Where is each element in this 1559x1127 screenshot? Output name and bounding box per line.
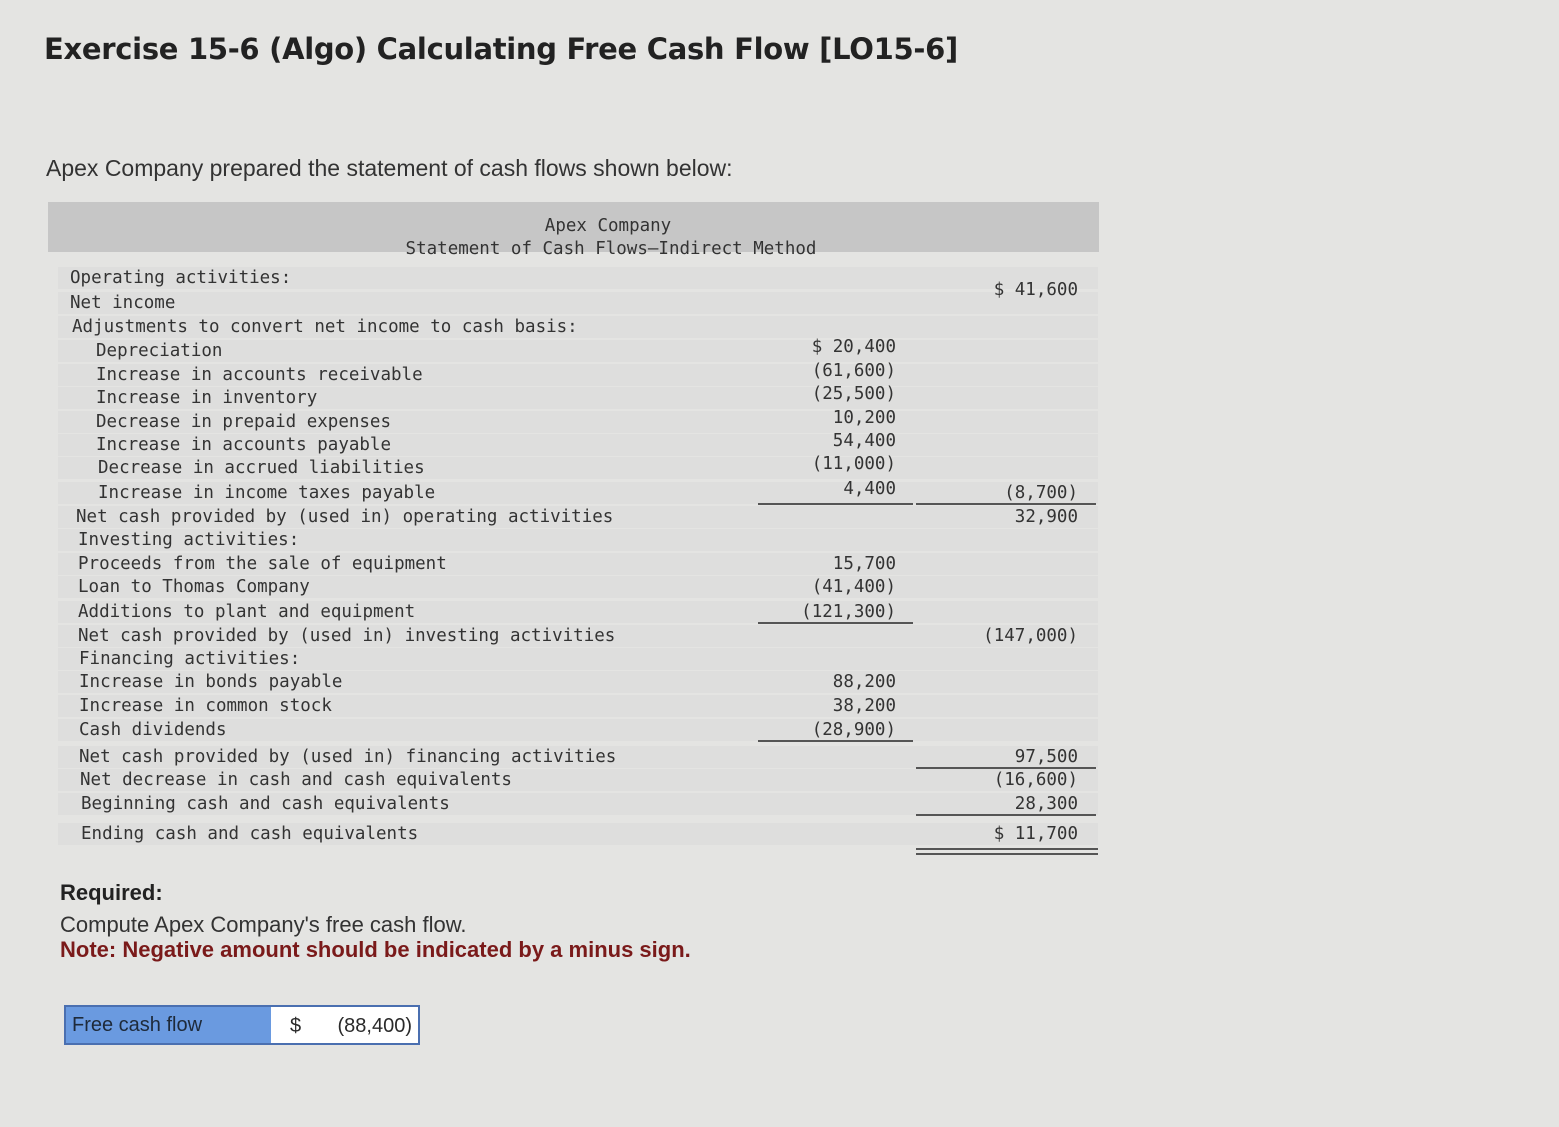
statement-header [48,202,1099,259]
statement-row-label: Net cash provided by (used in) operating activities [76,507,614,527]
statement-row-label: Investing activities: [78,530,300,550]
statement-row-label: Depreciation [96,341,223,361]
statement-row-label: Increase in bonds payable [79,672,343,692]
statement-row-label: Net cash provided by (used in) investing activities [78,626,616,646]
statement-row-label: Adjustments to convert net income to cash basis: [72,317,578,337]
statement-row-label: Net cash provided by (used in) financing activities [79,747,617,767]
statement-row-amount: (121,300) [801,602,896,622]
subtotal-underline [758,740,913,742]
company-name: Apex Company [544,216,672,236]
statement-row-amount: 88,200 [832,672,896,692]
required-heading: Required: [60,880,163,905]
statement-row-label: Decrease in accrued liabilities [98,458,425,478]
required-task: Compute Apex Company's free cash flow. [60,912,467,937]
statement-row-amount: (41,400) [811,577,896,597]
free-cash-flow-input[interactable]: (88,400) [337,1015,412,1037]
statement-row-label: Proceeds from the sale of equipment [78,554,447,574]
required-section [60,880,467,938]
statement-row-total: 97,500 [1014,747,1078,767]
statement-row-total: (16,600) [993,770,1078,790]
statement-row-total: $ 11,700 [993,824,1078,844]
subtotal-underline [758,622,913,624]
statement-row-label: Increase in accounts payable [96,435,392,455]
statement-row-label: Increase in income taxes payable [98,483,436,503]
statement-row-total: 32,900 [1014,507,1078,527]
statement-row-label: Loan to Thomas Company [78,577,310,597]
statement-method: Statement of Cash Flows—Indirect Method [405,239,817,259]
statement-row-label: Financing activities: [79,649,301,669]
statement-row-amount: (25,500) [811,384,896,404]
double-underline [916,853,1098,855]
statement-row-label: Net income [70,293,176,313]
statement-row-amount: (28,900) [811,720,896,740]
statement-row-amount: 54,400 [832,431,896,451]
statement-row-label: Additions to plant and equipment [78,602,416,622]
statement-row-amount: (11,000) [811,454,896,474]
statement-row-total: (8,700) [1004,483,1078,503]
statement-row-amount: 38,200 [832,696,896,716]
statement-row-label: Net decrease in cash and cash equivalents [80,770,512,790]
subtotal-underline [758,503,913,505]
statement-row-label: Operating activities: [70,268,292,288]
statement-row-amount: (61,600) [811,361,896,381]
note-text: Negative amount should be indicated by a minus sign. [116,937,691,962]
note [60,937,691,963]
statement-row-label: Increase in accounts receivable [96,365,423,385]
cash-flow-statement [48,202,1099,862]
total-underline [916,503,1096,505]
statement-row-amount: 10,200 [832,408,896,428]
statement-row-label: Increase in common stock [79,696,332,716]
answer-label: Free cash flow [66,1007,271,1043]
currency-symbol: $ [290,1015,302,1037]
double-underline [916,848,1098,850]
answer-table [64,1005,420,1045]
note-label: Note: [60,937,117,962]
statement-row-label: Ending cash and cash equivalents [81,824,419,844]
statement-row-amount: 15,700 [832,554,896,574]
statement-row-total: 28,300 [1014,794,1078,814]
exercise-title: Exercise 15-6 (Algo) Calculating Free Cash Flow [LO15-6] [44,32,958,66]
statement-row-label: Cash dividends [79,720,227,740]
statement-row-amount: 4,400 [843,479,896,499]
total-underline [916,814,1096,816]
intro-text: Apex Company prepared the statement of cash flows shown below: [46,155,733,181]
statement-row-label: Decrease in prepaid expenses [96,412,392,432]
statement-row-total: $ 41,600 [993,280,1078,300]
statement-row-amount: $ 20,400 [811,337,896,357]
statement-row-label: Beginning cash and cash equivalents [81,794,450,814]
statement-row-label: Increase in inventory [96,388,318,408]
statement-row-total: (147,000) [983,626,1078,646]
